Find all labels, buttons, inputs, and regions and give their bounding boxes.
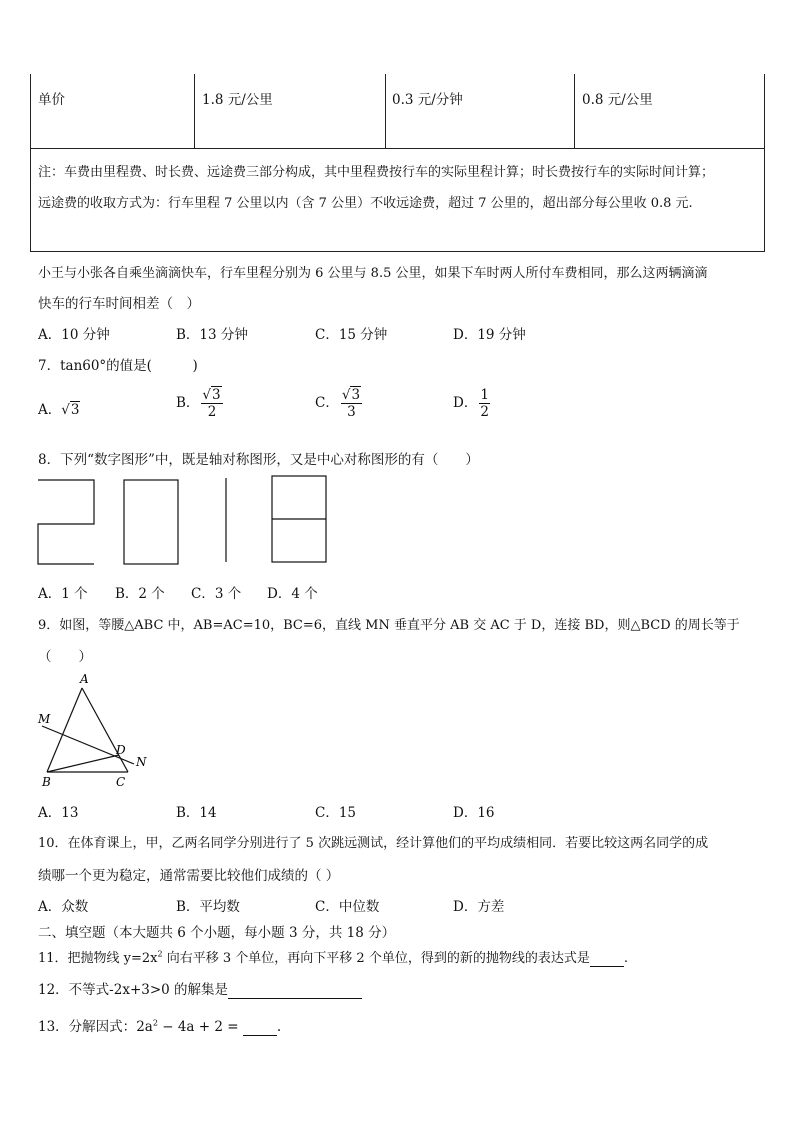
fraction-denominator: 3	[347, 404, 356, 421]
fraction: $\frac{√3}{2}$	[202, 387, 221, 421]
q13-label: 13．分解因式：	[38, 1019, 137, 1035]
q13-expression: 2a	[136, 1019, 153, 1035]
q13-stem	[38, 1015, 281, 1036]
fraction-numerator: 3	[351, 387, 361, 403]
answer-blank	[590, 951, 624, 967]
segment-bd	[47, 755, 119, 772]
table-row-label: 单价	[38, 92, 65, 108]
q8-option: D．4 个	[267, 586, 318, 602]
q11-exponent: 2	[157, 949, 163, 959]
triangle-figure	[30, 668, 160, 792]
q9-stem-line: （ ）	[38, 649, 92, 665]
table-cell-price: 0.8 元/公里	[582, 92, 653, 108]
q6-option: D．19 分钟	[453, 327, 526, 343]
table-border-left	[30, 74, 31, 252]
q11-text: 向右平移 3 个单位，再向下平移 2 个单位，得到的新的抛物线的表达式是	[162, 951, 590, 966]
q13-exponent: 2	[152, 1018, 158, 1028]
q10-option: A．众数	[38, 899, 89, 915]
q7-option-label: A．	[38, 402, 62, 418]
label-a: A	[80, 672, 89, 686]
q7-option-a	[38, 398, 80, 418]
q7-option-label: C．	[315, 395, 339, 412]
q9-option: D．16	[453, 805, 495, 821]
fraction-numerator: 3	[212, 387, 221, 403]
label-c: C	[116, 775, 126, 789]
fraction	[479, 388, 490, 419]
table-note-line: 注：车费由里程费、时长费、远途费三部分构成，其中里程费按行车的实际里程计算；时长费按行车的实际时间计算；	[38, 165, 715, 180]
label-b: B	[42, 775, 51, 789]
q8-option: B．2 个	[115, 586, 165, 602]
q7-option-c	[315, 388, 364, 419]
q8-option: C．3 个	[191, 586, 242, 602]
table-row-divider	[30, 148, 765, 149]
table-border-right	[764, 74, 765, 252]
segment-ac	[82, 688, 128, 772]
table-cell-price: 1.8 元/公里	[202, 92, 273, 108]
q7-stem: 7．tan60°的值是( )	[38, 358, 198, 374]
table-note-line: 远途费的收取方式为：行车里程 7 公里以内（含 7 公里）不收远途费，超过 7 公里的，超出部分每公里收 0.8 元.	[38, 196, 693, 211]
radicand: 3	[70, 402, 80, 418]
answer-blank	[228, 982, 362, 999]
q6-stem-line: 小王与小张各自乘坐滴滴快车，行车里程分别为 6 公里与 8.5 公里，如果下车时两人所付车费相同，那么这两辆滴滴	[38, 266, 708, 281]
q13-period: .	[276, 1019, 282, 1035]
digit-figures	[30, 472, 340, 568]
fraction: $\frac{√3}{3}$	[341, 387, 361, 421]
q11-stem	[38, 947, 628, 967]
q8-stem: 8．下列“数字图形”中，既是轴对称图形，又是中心对称图形的有（ ）	[38, 452, 479, 468]
digit-zero-figure	[124, 480, 178, 564]
fraction-numerator: 1	[480, 387, 489, 403]
table-border-bottom	[30, 251, 765, 252]
table-col-divider	[194, 74, 195, 148]
q8-option: A．1 个	[38, 586, 88, 602]
table-cell-price: 0.3 元/分钟	[392, 92, 463, 108]
q9-stem-line: 9．如图，等腰△ABC 中，AB=AC=10，BC=6，直线 MN 垂直平分 AB 交 AC 于 D，连接 BD，则△BCD 的周长等于	[38, 618, 740, 633]
sqrt-expression: √3	[61, 402, 80, 418]
q10-option: B．平均数	[176, 899, 240, 915]
answer-blank	[243, 1019, 277, 1036]
q11-text: 11．把抛物线 y=2x	[38, 951, 158, 966]
label-n: N	[136, 755, 147, 769]
q6-option: C．15 分钟	[315, 327, 388, 343]
q13-expression: − 4a + 2 =	[157, 1019, 243, 1035]
label-m: M	[38, 712, 51, 726]
table-col-divider	[574, 74, 575, 148]
q7-option-b	[176, 388, 225, 419]
section-heading: 二、填空题（本大题共 6 个小题，每小题 3 分，共 18 分）	[38, 925, 396, 941]
q10-stem-line: 10．在体育课上，甲，乙两名同学分别进行了 5 次跳远测试，经计算他们的平均成绩相同．若要比较这两名同学的成	[38, 836, 709, 851]
q12-stem	[38, 978, 362, 999]
q11-period: .	[623, 951, 628, 966]
q10-option: D．方差	[453, 899, 505, 915]
q9-option: A．13	[38, 805, 79, 821]
label-d: D	[116, 743, 126, 757]
digit-two-figure	[38, 480, 94, 564]
q10-option: C．中位数	[315, 899, 380, 915]
q12-text: 12．不等式-2x+3>0 的解集是	[38, 982, 229, 998]
q7-option-label: B．	[176, 395, 200, 412]
fraction-denominator: 2	[207, 404, 217, 421]
q7-option-label: D．	[453, 395, 478, 412]
q9-option: C．15	[315, 805, 357, 821]
q10-stem-line: 绩哪一个更为稳定，通常需要比较他们成绩的（ ）	[38, 868, 340, 884]
table-col-divider	[385, 74, 386, 148]
q9-option: B．14	[176, 805, 217, 821]
fraction-denominator: 2	[480, 404, 489, 421]
q7-option-d	[453, 388, 492, 419]
q6-option: B．13 分钟	[176, 327, 248, 343]
q6-option: A．10 分钟	[38, 327, 110, 343]
q6-stem-line: 快车的行车时间相差（ ）	[38, 296, 200, 312]
